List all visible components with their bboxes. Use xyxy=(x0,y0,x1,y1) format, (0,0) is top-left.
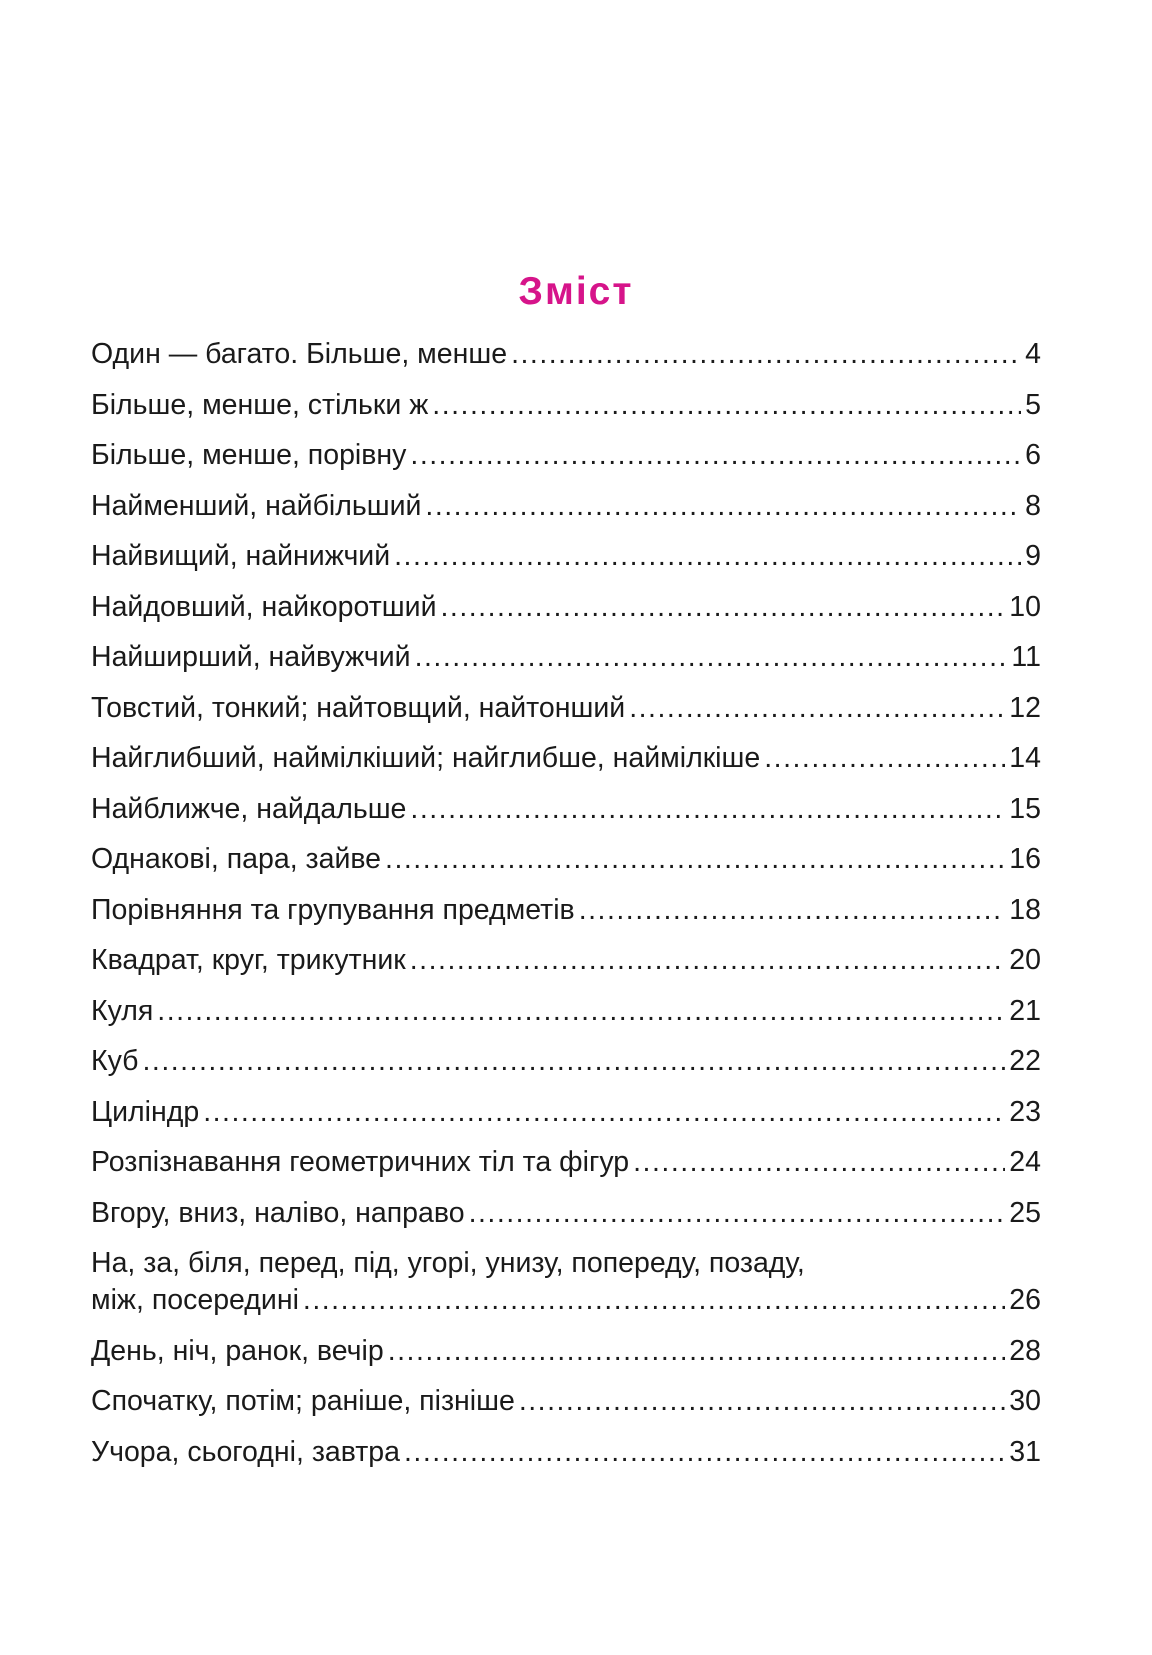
toc-entry xyxy=(91,1045,1041,1078)
dot-leader xyxy=(519,1385,1005,1418)
toc-entry-page: 28 xyxy=(1009,1334,1041,1367)
toc-entry-title: Однакові, пара, зайве xyxy=(91,843,382,875)
toc-entry-page: 8 xyxy=(1025,489,1041,522)
toc-entry xyxy=(91,338,1041,371)
toc-entry xyxy=(91,944,1041,977)
toc-entry-title: Куля xyxy=(91,994,154,1027)
dot-leader xyxy=(511,338,1021,371)
toc-entry xyxy=(91,490,1041,523)
toc-entry-page: 6 xyxy=(1025,439,1041,471)
toc-entry-title: Спочатку, потім; раніше, пізніше xyxy=(91,1385,515,1417)
toc-entry xyxy=(91,1247,1041,1317)
toc-entry-page: 18 xyxy=(1009,893,1041,926)
dot-leader xyxy=(394,540,1021,573)
dot-leader xyxy=(410,793,1005,826)
toc-entry-title: Найменший, найбільший xyxy=(91,489,422,522)
toc-entry-page: 15 xyxy=(1009,792,1041,825)
dot-leader xyxy=(629,692,1005,725)
toc-entry-title: Порівняння та групування предметів xyxy=(91,893,575,926)
dot-leader xyxy=(425,490,1021,523)
toc-entry-title: Вгору, вниз, наліво, направо xyxy=(91,1196,465,1229)
dot-leader xyxy=(410,439,1021,472)
toc-entry-page: 26 xyxy=(1009,1284,1041,1316)
toc-title: Зміст xyxy=(518,270,634,313)
toc-entry-title: Учора, сьогодні, завтра xyxy=(91,1435,401,1468)
toc-entry-title-line2: між, посередині xyxy=(91,1284,299,1316)
toc-entry xyxy=(91,439,1041,472)
toc-list xyxy=(91,338,1041,1486)
toc-entry xyxy=(91,793,1041,826)
toc-entry xyxy=(91,995,1041,1028)
toc-entry xyxy=(91,1096,1041,1129)
toc-entry-page: 16 xyxy=(1009,843,1041,875)
toc-entry-title: День, ніч, ранок, вечір xyxy=(91,1334,384,1367)
toc-entry-page: 4 xyxy=(1025,338,1041,370)
toc-entry-page: 21 xyxy=(1009,994,1041,1027)
dot-leader xyxy=(432,389,1021,422)
toc-entry xyxy=(91,1335,1041,1368)
toc-entry xyxy=(91,894,1041,927)
toc-entry-title: Найвищий, найнижчий xyxy=(91,540,391,572)
toc-entry-title: Товстий, тонкий; найтовщий, найтонший xyxy=(91,691,626,724)
toc-entry-page: 31 xyxy=(1009,1435,1041,1468)
toc-entry-title: Один — багато. Більше, менше xyxy=(91,338,508,370)
dot-leader xyxy=(203,1096,1005,1129)
toc-entry xyxy=(91,540,1041,573)
dot-leader xyxy=(410,944,1006,977)
toc-entry-page: 30 xyxy=(1009,1385,1041,1417)
toc-entry-title: Найглибший, наймілкіший; найглибше, наймілкіше xyxy=(91,742,761,774)
dot-leader xyxy=(385,843,1005,876)
dot-leader xyxy=(388,1335,1006,1368)
toc-entry xyxy=(91,641,1041,674)
toc-entry-page: 9 xyxy=(1025,540,1041,572)
toc-entry-page: 23 xyxy=(1009,1095,1041,1128)
toc-entry-title: Найширший, найвужчий xyxy=(91,641,411,673)
dot-leader xyxy=(157,995,1005,1028)
toc-entry xyxy=(91,1197,1041,1230)
toc-entry-title: Більше, менше, стільки ж xyxy=(91,388,429,421)
toc-entry-title: Більше, менше, порівну xyxy=(91,439,407,471)
dot-leader xyxy=(469,1197,1006,1230)
toc-entry xyxy=(91,591,1041,624)
toc-entry xyxy=(91,843,1041,876)
dot-leader xyxy=(415,641,1008,674)
toc-entry-page: 10 xyxy=(1009,590,1041,623)
toc-entry xyxy=(91,389,1041,422)
dot-leader xyxy=(633,1146,1005,1179)
toc-entry-page: 5 xyxy=(1025,388,1041,421)
toc-entry-title-line1: На, за, біля, перед, під, угорі, унизу, попереду, позаду, xyxy=(91,1247,805,1279)
toc-entry-title: Квадрат, круг, трикутник xyxy=(91,944,406,976)
toc-entry xyxy=(91,742,1041,775)
toc-entry-page: 11 xyxy=(1011,641,1041,673)
toc-entry xyxy=(91,1385,1041,1418)
toc-entry-title: Циліндр xyxy=(91,1095,200,1128)
toc-entry-title: Куб xyxy=(91,1045,139,1077)
dot-leader xyxy=(441,591,1006,624)
toc-entry xyxy=(91,692,1041,725)
dot-leader xyxy=(303,1284,1005,1317)
dot-leader xyxy=(764,742,1005,775)
toc-entry-title: Розпізнавання геометричних тіл та фігур xyxy=(91,1146,630,1178)
toc-entry-page: 20 xyxy=(1009,944,1041,976)
toc-entry-page: 24 xyxy=(1009,1146,1041,1178)
dot-leader xyxy=(404,1436,1005,1469)
toc-entry-page: 25 xyxy=(1009,1196,1041,1229)
toc-entry-title: Найдовший, найкоротший xyxy=(91,590,437,623)
toc-entry-page: 12 xyxy=(1009,691,1041,724)
toc-entry xyxy=(91,1146,1041,1179)
toc-entry-title: Найближче, найдальше xyxy=(91,792,407,825)
toc-entry-page: 22 xyxy=(1009,1045,1041,1077)
dot-leader xyxy=(579,894,1006,927)
toc-entry-page: 14 xyxy=(1009,742,1041,774)
dot-leader xyxy=(143,1045,1006,1078)
toc-entry xyxy=(91,1436,1041,1469)
